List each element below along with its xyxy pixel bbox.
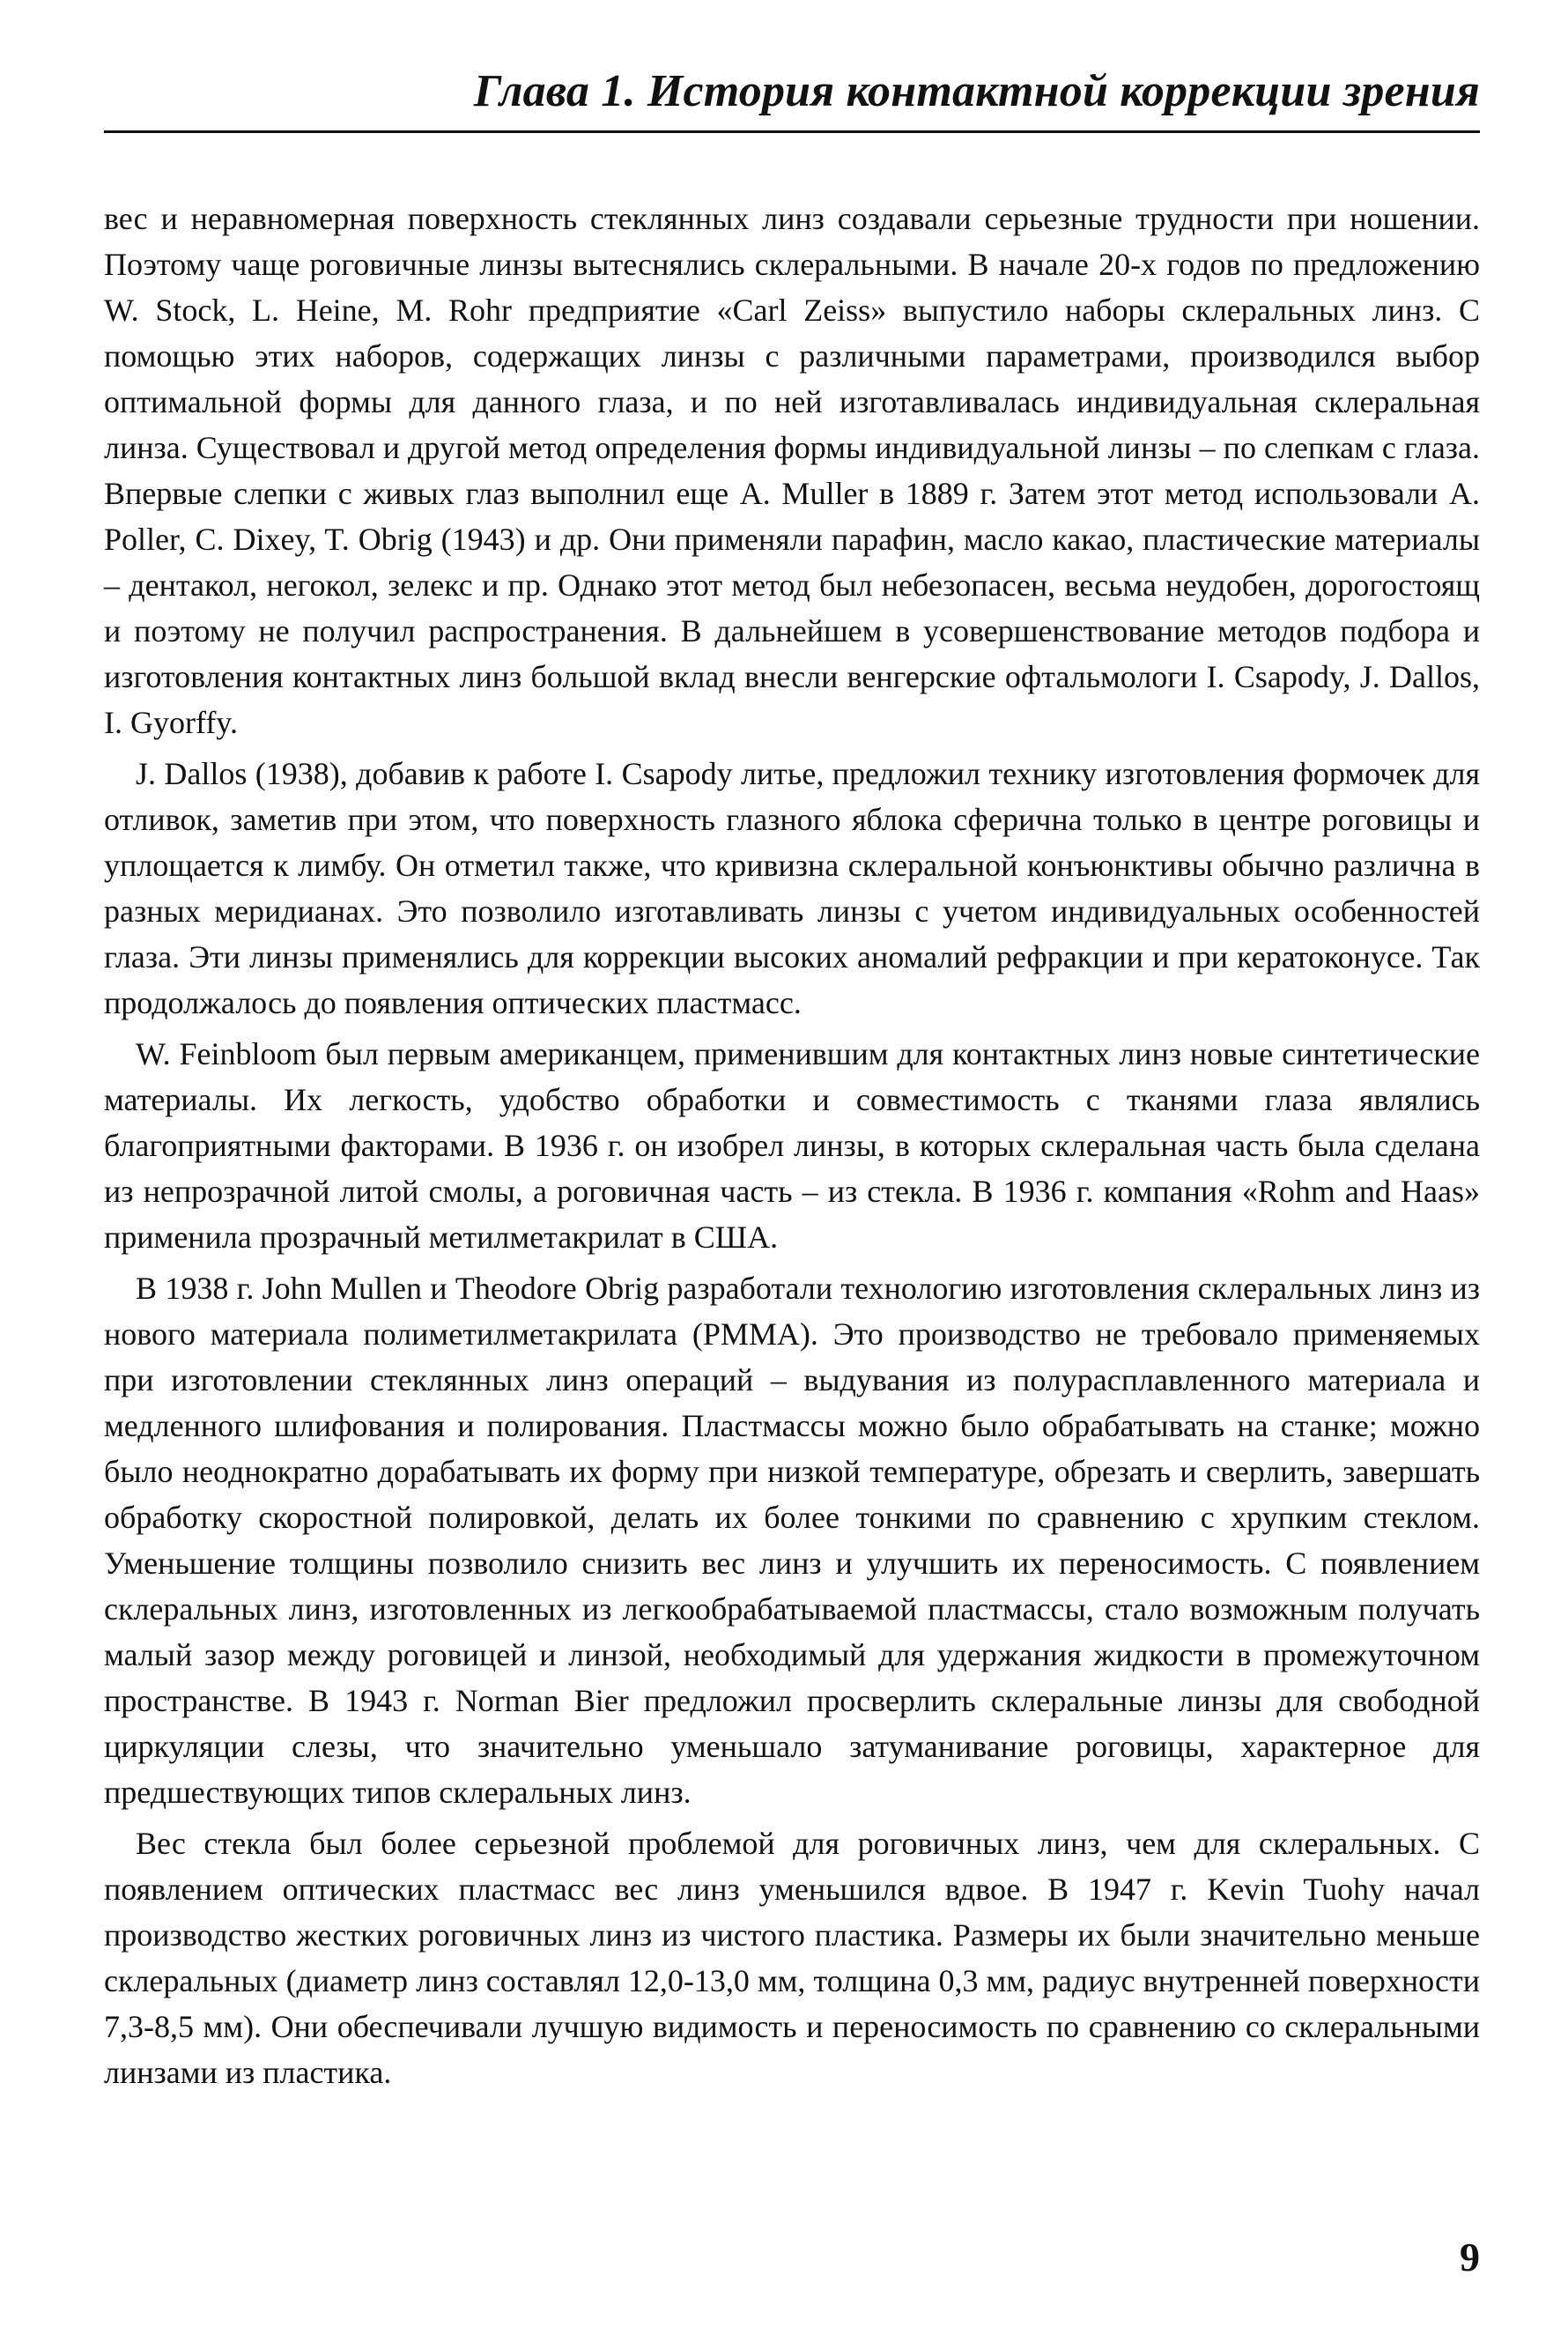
body-text (104, 196, 1480, 2101)
running-header: Глава 1. История контактной коррекции зрения (473, 66, 1480, 116)
paragraph-5: Вес стекла был более серьезной проблемой для роговичных линз, чем для склеральных. С появлением оптических пластмасс вес линз уменьшился вдвое. В 1947 г. Kevin Tuohy начал производство жестких роговичных линз из чистого пластика. Размеры их были значительно меньше склеральных (диаметр линз составлял 12,0-13,0 мм, толщина 0,3 мм, радиус внутренней поверхности 7,3-8,5 мм). Они обеспечивали лучшую видимость и переносимость по сравнению со склеральными линзами из пластика. (104, 1826, 1480, 2090)
page-number: 9 (1460, 2235, 1480, 2279)
header-rule (104, 130, 1480, 133)
paragraph-1: вес и неравномерная поверхность стеклянных линз создавали серьезные трудности при ношении. Поэтому чаще роговичные линзы вытеснялись склеральными. В начале 20-х годов по предложению W. Stock, L. Heine, M. Rohr предприятие «Carl Zeiss» выпустило наборы склеральных линз. С помощью этих наборов, содержащих линзы с различными параметрами, производился выбор оптимальной формы для данного глаза, и по ней изготавливалась индивидуальная склеральная линза. Существовал и другой метод определения формы индивидуальной линзы – по слепкам с глаза. Впервые слепки с живых глаз выполнил еще A. Muller в 1889 г. Затем этот метод использовали A. Poller, C. Dixey, T. Obrig (1943) и др. Они применяли парафин, масло какао, пластические материалы – дентакол, негокол, зелекс и пр. Однако этот метод был небезопасен, весьма неудобен, дорогостоящ и поэтому не получил распространения. В дальнейшем в усовершенствование методов подбора и изготовления контактных линз большой вклад внесли венгерские офтальмологи I. Csapody, J. Dallos, I. Gyorffy. (104, 201, 1480, 740)
paragraph-2: J. Dallos (1938), добавив к работе I. Csapody литье, предложил технику изготовления формочек для отливок, заметив при этом, что поверхность глазного яблока сферична только в центре роговицы и уплощается к лимбу. Он отметил также, что кривизна склеральной конъюнктивы обычно различна в разных меридианах. Это позволило изготавливать линзы с учетом индивидуальных особенностей глаза. Эти линзы применялись для коррекции высоких аномалий рефракции и при кератоконусе. Так продолжалось до появления оптических пластмасс. (104, 756, 1480, 1020)
paragraph-3: W. Feinbloom был первым американцем, применившим для контактных линз новые синтетические материалы. Их легкость, удобство обработки и совместимость с тканями глаза являлись благоприятными факторами. В 1936 г. он изобрел линзы, в которых склеральная часть была сделана из непрозрачной литой смолы, а роговичная часть – из стекла. В 1936 г. компания «Rohm and Haas» применила прозрачный метилметакрилат в США. (104, 1036, 1480, 1255)
paragraph-4: В 1938 г. John Mullen и Theodore Obrig разработали технологию изготовления склеральных линз из нового материала полиметилметакрилата (PMMA). Это производство не требовало применяемых при изготовлении стеклянных линз операций – выдувания из полурасплавленного материала и медленного шлифования и полирования. Пластмассы можно было обрабатывать на станке; можно было неоднократно дорабатывать их форму при низкой температуре, обрезать и сверлить, завершать обработку скоростной полировкой, делать их более тонкими по сравнению с хрупким стеклом. Уменьшение толщины позволило снизить вес линз и улучшить их переносимость. С появлением склеральных линз, изготовленных из легкообрабатываемой пластмассы, стало возможным получать малый зазор между роговицей и линзой, необходимый для удержания жидкости в промежуточном пространстве. В 1943 г. Norman Bier предложил просверлить склеральные линзы для свободной циркуляции слезы, что значительно уменьшало затуманивание роговицы, характерное для предшествующих типов склеральных линз. (104, 1271, 1480, 1810)
